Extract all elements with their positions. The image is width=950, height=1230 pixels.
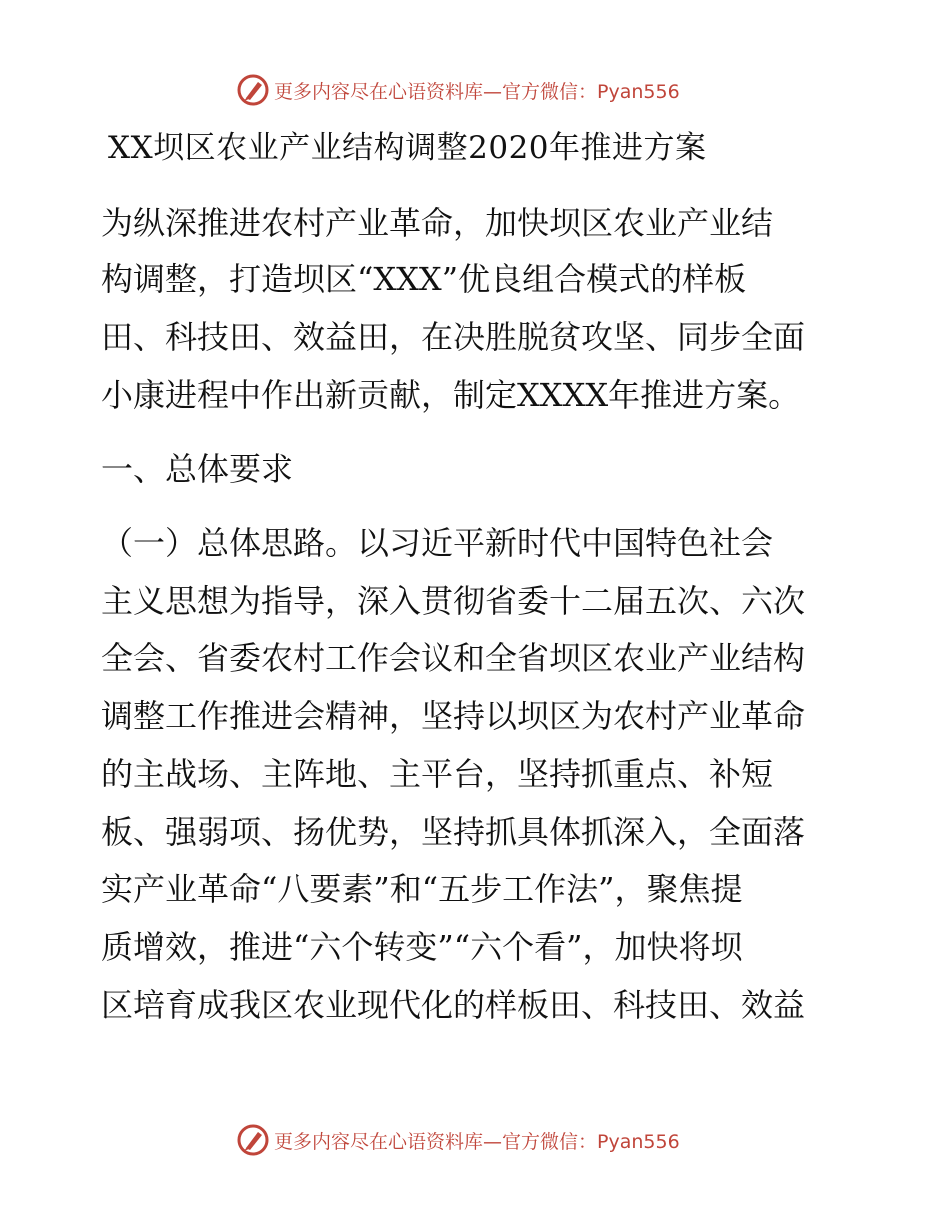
paragraph-line: 实产业革命“八要素”和“五步工作法”，聚焦提 [101,870,743,908]
watermark-text: 更多内容尽在心语资料库—官方微信：Pyan556 [274,80,680,103]
leaf-pen-logo-icon [236,1123,270,1157]
watermark-banner-bottom [236,1122,680,1158]
leaf-pen-logo-icon [236,73,270,107]
paragraph-line: （一）总体思路。以习近平新时代中国特色社会 [101,524,774,562]
paragraph-line: 全会、省委农村工作会议和全省坝区农业产业结构 [101,639,806,677]
paragraph-line: 主义思想为指导，深入贯彻省委十二届五次、六次 [101,582,806,620]
paragraph-line: 为纵深推进农村产业革命，加快坝区农业产业结 [101,204,774,242]
watermark-banner-top [236,72,680,108]
paragraph-line: 小康进程中作出新贡献，制定XXXX年推进方案。 [101,376,801,414]
paragraph-line: 调整工作推进会精神，坚持以坝区为农村产业革命 [101,697,806,735]
watermark-text: 更多内容尽在心语资料库—官方微信：Pyan556 [274,1130,680,1153]
paragraph-line: 区培育成我区农业现代化的样板田、科技田、效益 [101,986,806,1024]
paragraph-line: 板、强弱项、扬优势，坚持抓具体抓深入，全面落 [101,813,806,851]
section-heading: 一、总体要求 [101,450,294,488]
document-title: XX坝区农业产业结构调整2020年推进方案 [108,130,707,166]
paragraph-line: 田、科技田、效益田，在决胜脱贫攻坚、同步全面 [101,318,806,356]
paragraph-line: 的主战场、主阵地、主平台，坚持抓重点、补短 [101,755,774,793]
paragraph-line: 构调整，打造坝区“XXX”优良组合模式的样板 [101,260,747,298]
paragraph-line: 质增效，推进“六个转变”“六个看”，加快将坝 [101,928,743,966]
